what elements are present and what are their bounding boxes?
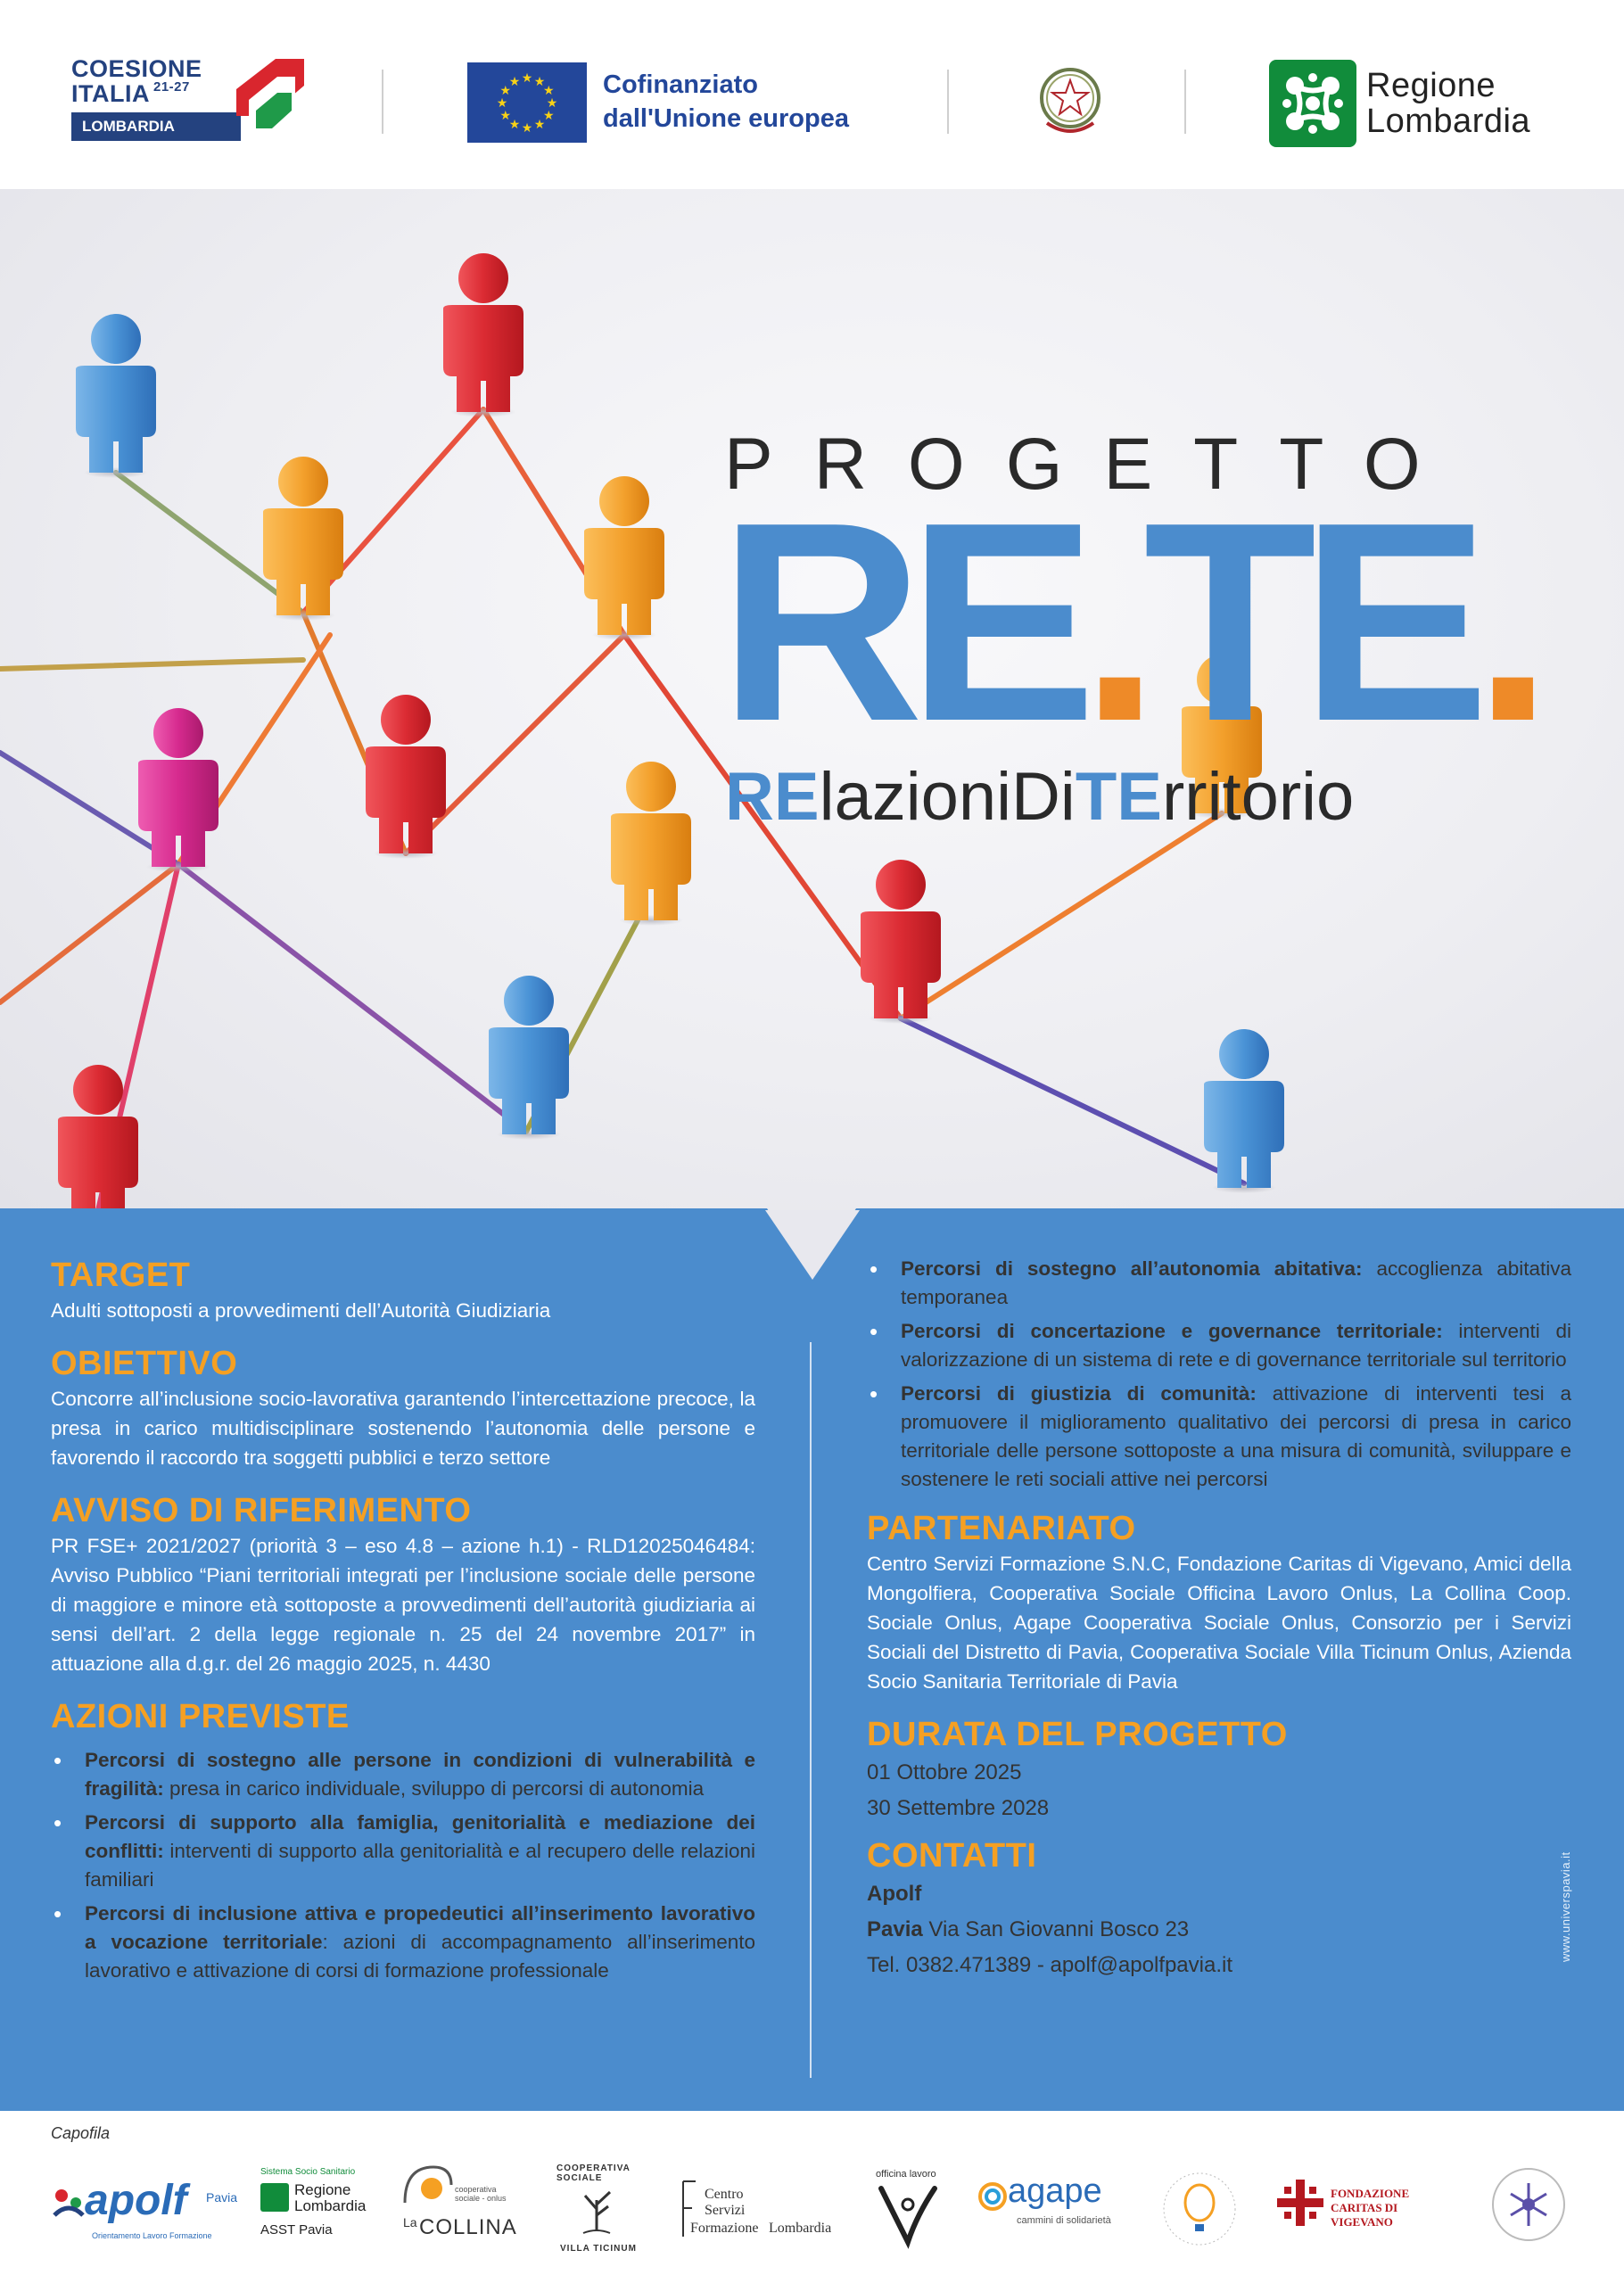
eu-stars-icon: [467, 62, 587, 143]
list-item-title: Percorsi di supporto alla famiglia, genitorialità e mediazione dei conflitti:: [85, 1811, 755, 1862]
logo-separator: [947, 70, 949, 134]
subtitle-lazioni: lazioni: [819, 759, 1012, 835]
mongolfiera-balloon-icon: [1150, 2160, 1249, 2258]
regione-line-2: Lombardia: [1366, 103, 1531, 140]
csf-region: Lombardia: [769, 2221, 832, 2236]
list-item: [867, 1255, 1571, 1312]
list-item-text: interventi di valorizzazione di un sistema di rete e di governance territoriale sul territorio: [901, 1320, 1571, 1371]
eu-star-icon: ★: [521, 120, 533, 135]
contact-phone-email[interactable]: Tel. 0382.471389 - apolf@apolfpavia.it: [867, 1953, 1232, 1977]
officina-v-icon: [872, 2180, 944, 2251]
coesione-italia-logo: [71, 55, 303, 153]
list-item: [867, 1380, 1571, 1494]
agape-name: agape: [1008, 2172, 1102, 2210]
target-text: Adulti sottoposti a provvedimenti dell’Autorità Giudiziaria: [51, 1299, 551, 1322]
list-item-text: : azioni di accompagnamento all’inserimento lavorativo e attivazione di corsi di formazione professionale: [85, 1931, 755, 1982]
eu-star-icon: ★: [508, 73, 521, 88]
eu-star-icon: ★: [521, 70, 533, 85]
avviso-text: PR FSE+ 2021/2027 (priorità 3 – eso 4.8 – azione h.1) - RLD12025046484: Avviso Pubblico “Piani territoriali integrati per l’inclusione sociale delle persone di maggiore e minore età sottoposte a provvedimenti dell’autorità giudiziaria ai sensi dell’art. 2 della legge regionale n. 25 del 24 novembre 2017” in attuazione alla d.g.r. del 26 maggio 2025, n. 4430: [51, 1535, 755, 1675]
azioni-heading: AZIONI PREVISTE: [51, 1698, 350, 1735]
rete-part-re: RE: [719, 464, 1081, 780]
list-item-text: presa in carico individuale, sviluppo di percorsi di autonomia: [163, 1777, 705, 1800]
villa-top: COOPERATIVA SOCIALE: [556, 2163, 631, 2183]
eu-star-icon: ★: [508, 117, 521, 132]
coesione-arrow-icon: [236, 59, 308, 146]
azioni-list-continued: [867, 1255, 1571, 1494]
amici-mongolfiera-logo: [1150, 2160, 1249, 2258]
right-column: [867, 1255, 1571, 1983]
collina-name: COLLINA: [419, 2215, 517, 2239]
centro-servizi-formazione-logo: [678, 2160, 847, 2258]
asst-pavia-logo: [260, 2160, 385, 2258]
list-item-title: Percorsi di sostegno all’autonomia abitativa:: [901, 1257, 1363, 1280]
collina-subtitle: cooperativa sociale - onlus: [455, 2185, 507, 2203]
logo-separator: [382, 70, 383, 134]
agape-swirl-icon: [977, 2181, 1008, 2212]
consorzio-name: [1489, 2249, 1500, 2250]
mongolfiera-name: [1150, 2249, 1165, 2250]
list-item: [51, 1900, 755, 1985]
eu-line-2: dall'Unione europea: [603, 104, 849, 133]
spacer: [51, 1678, 755, 1696]
capofila-label: Capofila: [51, 2124, 111, 2142]
asst-lombardia: Lombardia: [294, 2197, 367, 2214]
contact-address: [867, 1912, 1571, 1948]
asst-pavia: ASST Pavia: [260, 2222, 333, 2238]
eu-star-icon: ★: [546, 95, 558, 110]
spacer: [867, 1499, 1571, 1508]
contact-city: Pavia: [867, 1917, 923, 1941]
csf-line-2: Servizi: [705, 2203, 746, 2218]
csf-letters-icon: [680, 2178, 697, 2240]
regione-lombardia-rosa-camuna-icon: [1269, 60, 1356, 147]
partenariato-text: Centro Servizi Formazione S.N.C, Fondazione Caritas di Vigevano, Amici della Mongolfiera, Cooperativa Sociale Officina Lavoro Onlus, La Collina Coop. Sociale Onlus, Agape Cooperativa Sociale Onlus, Consorzio per i Servizi Sociali del Distretto di Pavia, Cooperativa Sociale Villa Ticinum Onlus, Azienda Socio Sanitaria Territoriale di Pavia: [867, 1553, 1571, 1693]
spacer: [51, 1472, 755, 1490]
apolf-tagline: Orientamento Lavoro Formazione: [92, 2231, 212, 2240]
eu-flag-icon: [467, 62, 587, 143]
avviso-heading: AVVISO DI RIFERIMENTO: [51, 1492, 472, 1529]
collina-sun-icon: [401, 2162, 455, 2206]
villa-ticinum-logo: [548, 2160, 655, 2258]
csf-line-3: Formazione: [690, 2221, 759, 2236]
eu-star-icon: ★: [542, 83, 555, 97]
apolf-logo: [51, 2160, 238, 2258]
apolf-city: Pavia: [206, 2190, 238, 2205]
consorzio-flower-icon: [1489, 2165, 1568, 2244]
officina-name: officina lavoro: [876, 2169, 936, 2180]
agape-tagline: cammini di solidarietà: [1017, 2215, 1111, 2226]
eu-cofinanced-text: [603, 68, 849, 136]
section-notch-point: [765, 1208, 860, 1282]
csf-line-1: Centro: [705, 2187, 744, 2202]
website-url[interactable]: www.universpavia.it: [1559, 1851, 1572, 1962]
eu-star-icon: ★: [533, 117, 546, 132]
person-figure: [263, 457, 343, 621]
subtitle-rritorio: rritorio: [1161, 759, 1355, 835]
person-figure: [584, 476, 664, 640]
person-figure: [76, 314, 156, 478]
caritas-cross-icon: [1275, 2178, 1325, 2228]
spacer: [867, 1826, 1571, 1835]
hero-banner: [0, 189, 1624, 1210]
caritas-line-1: FONDAZIONE: [1331, 2187, 1410, 2200]
rete-dot: .: [1080, 464, 1144, 780]
column-divider: [810, 1342, 812, 2078]
regione-lombardia-text: [1366, 68, 1530, 139]
eu-star-icon: ★: [499, 83, 512, 97]
consorzio-sociale-pavese-logo: [1489, 2160, 1570, 2258]
subtitle-di: Di: [1011, 759, 1076, 835]
la-collina-logo: [400, 2160, 524, 2258]
apolf-mark-icon: [51, 2185, 87, 2221]
durata-start: 01 Ottobre 2025: [867, 1760, 1022, 1784]
asst-top: Sistema Socio Sanitario: [260, 2167, 356, 2177]
list-item-title: Percorsi di giustizia di comunità:: [901, 1382, 1257, 1405]
collina-la: La: [403, 2215, 417, 2229]
subtitle-te: TE: [1075, 759, 1162, 835]
coesione-italia: [71, 80, 190, 108]
contact-org-name: Apolf: [867, 1882, 922, 1906]
eu-star-icon: ★: [499, 108, 512, 122]
person-figure: [366, 695, 446, 859]
spacer: [51, 1325, 755, 1343]
obiettivo-text: Concorre all’inclusione socio-lavorativa garantendo l’intercettazione precoce, la presa in carico multidisciplinare sostenendo l’autonomia delle persone e favorendo il raccordo tra soggetti pubblici e terzo settore: [51, 1388, 755, 1469]
list-item-title: Percorsi di sostegno alle persone in condizioni di vulnerabilità e fragilità:: [85, 1749, 755, 1800]
list-item: [867, 1317, 1571, 1374]
coesione-italia-word: ITALIA: [71, 80, 150, 107]
progetto-label: PROGETTO: [724, 424, 1462, 505]
eu-star-icon: ★: [533, 73, 546, 88]
durata-end: 30 Settembre 2028: [867, 1796, 1050, 1820]
spacer: [51, 1737, 755, 1746]
partenariato-heading: PARTENARIATO: [867, 1510, 1136, 1547]
rete-dot: .: [1473, 464, 1537, 780]
durata-heading: DURATA DEL PROGETTO: [867, 1716, 1288, 1753]
target-heading: TARGET: [51, 1257, 191, 1294]
contatti-heading: CONTATTI: [867, 1837, 1037, 1875]
partners-footer: [0, 2111, 1624, 2283]
spacer: [867, 1696, 1571, 1714]
logo-bar: [0, 0, 1624, 189]
officina-lavoro-logo: [872, 2160, 952, 2258]
asst-regione: Regione: [294, 2181, 351, 2198]
contact-org: [867, 1876, 1571, 1912]
list-item-title: Percorsi di concertazione e governance territoriale:: [901, 1320, 1443, 1342]
list-item: [51, 1809, 755, 1894]
list-item-text: attivazione di interventi tesi a promuovere il miglioramento qualitativo dei percorsi di presa in carico territoriale delle persone sottoposte a una misura di comunità, sviluppare e sostenere le reti sociali attive nei percorsi: [901, 1382, 1571, 1490]
rete-part-te: TE: [1143, 464, 1474, 780]
list-item-title: Percorsi di inclusione attiva e propedeutici all’inserimento lavorativo a vocazione territoriale: [85, 1902, 755, 1953]
regione-line-1: Regione: [1366, 67, 1496, 104]
azioni-list: [51, 1746, 755, 1985]
person-figure: [611, 762, 691, 926]
villa-bottom: VILLA TICINUM: [560, 2244, 637, 2254]
contact-street: Via San Giovanni Bosco 23: [922, 1917, 1190, 1941]
left-column: [51, 1255, 755, 1990]
obiettivo-heading: OBIETTIVO: [51, 1345, 238, 1382]
eu-line-1: Cofinanziato: [603, 70, 758, 99]
list-item-text: accoglienza abitativa temporanea: [901, 1257, 1571, 1308]
asst-rosa-icon: [260, 2183, 289, 2212]
list-item: [51, 1746, 755, 1803]
eu-star-icon: ★: [542, 108, 555, 122]
hero-subtitle: [725, 758, 1354, 836]
subtitle-re: RE: [725, 759, 820, 835]
italian-republic-emblem-icon: [1035, 61, 1106, 143]
coesione-region: LOMBARDIA: [71, 112, 241, 141]
person-figure: [443, 253, 523, 417]
agape-logo: [977, 2160, 1129, 2258]
coesione-years: 21-27: [153, 79, 190, 95]
caritas-line-2: CARITAS DI VIGEVANO: [1331, 2201, 1398, 2229]
apolf-name: apolf: [85, 2177, 187, 2224]
coesione-word: COESIONE: [71, 55, 202, 82]
logo-separator: [1184, 70, 1186, 134]
eu-star-icon: ★: [496, 95, 508, 110]
list-item-text: interventi di supporto alla genitorialità e al recupero delle relazioni familiari: [85, 1840, 755, 1891]
fondazione-caritas-logo: [1275, 2160, 1463, 2258]
